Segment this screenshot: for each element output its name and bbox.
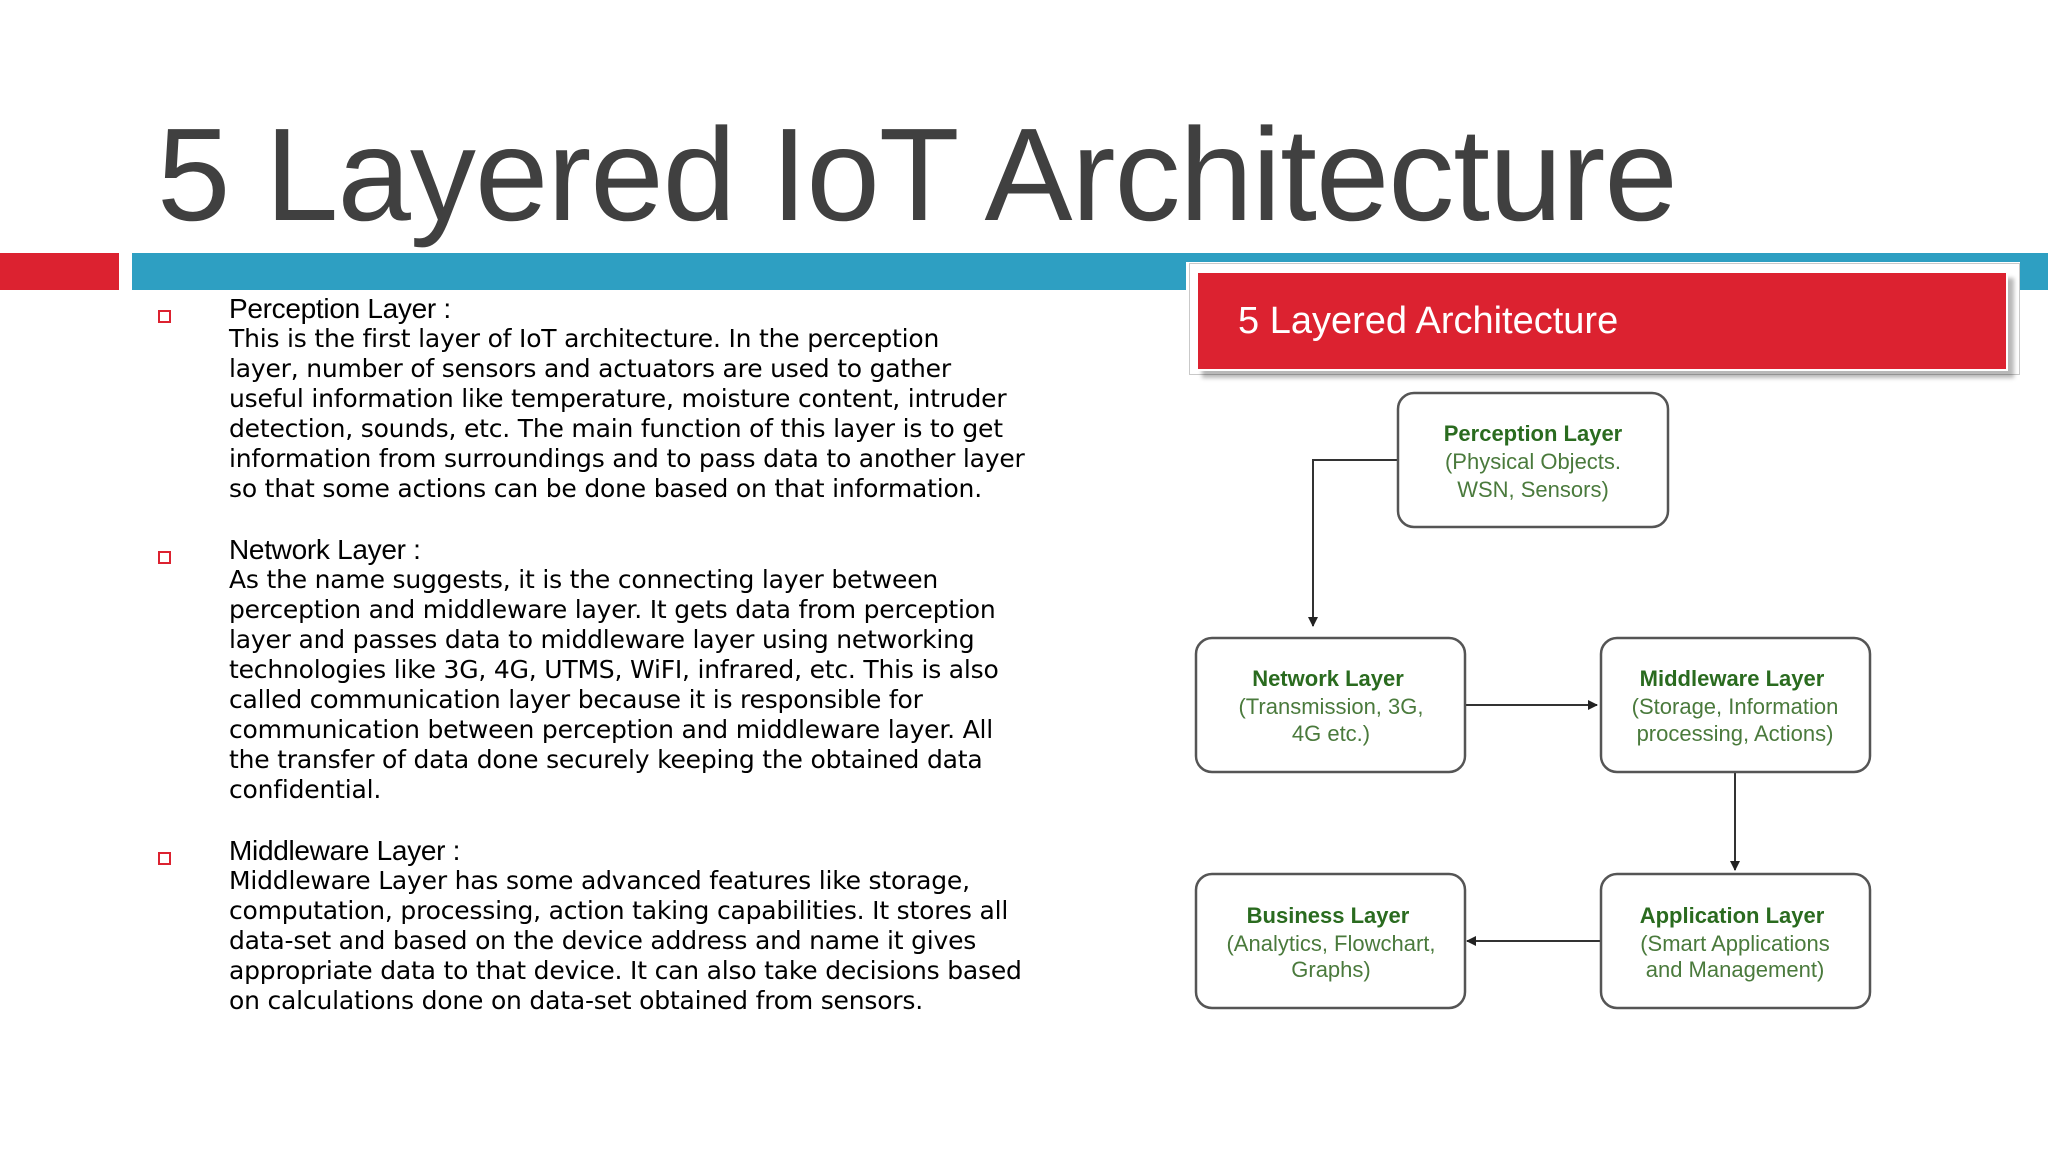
- node-text: 4G etc.): [1291, 721, 1371, 746]
- node-text: Graphs): [1291, 957, 1371, 982]
- node-business-layer: [1196, 874, 1465, 1008]
- bullet-line: detection, sounds, etc. The main function of this layer is to get: [229, 414, 1003, 443]
- bullet-line: the transfer of data done securely keeping the obtained data: [229, 745, 983, 774]
- bullet-line: layer, number of sensors and actuators are used to gather: [229, 354, 951, 383]
- node-application-layer: [1601, 874, 1870, 1008]
- node-middleware-layer: [1601, 638, 1870, 772]
- bullet-line: This is the first layer of IoT architecture. In the perception: [229, 324, 940, 353]
- bullet-heading: Middleware Layer :: [229, 835, 461, 866]
- bullet-line: technologies like 3G, 4G, UTMS, WiFI, infrared, etc. This is also: [229, 655, 999, 684]
- arrow-perception-to-network: [1313, 460, 1398, 626]
- node-title: Perception Layer: [1443, 421, 1623, 446]
- bullet-line: Middleware Layer has some advanced features like storage,: [229, 866, 970, 895]
- node-text: (Physical Objects.: [1444, 449, 1622, 474]
- node-text: (Storage, Information: [1631, 694, 1839, 719]
- bullet-heading: Network Layer :: [229, 534, 421, 565]
- bullet-line: on calculations done on data-set obtained from sensors.: [229, 986, 923, 1015]
- slide-title: 5 Layered IoT Architecture: [157, 101, 1677, 248]
- bullet-line: called communication layer because it is responsible for: [229, 685, 923, 714]
- bullet-line: confidential.: [229, 775, 382, 804]
- diagram-banner-title: 5 Layered Architecture: [1238, 300, 1619, 342]
- node-perception-layer: [1398, 393, 1668, 527]
- node-text: and Management): [1645, 957, 1825, 982]
- node-text: (Transmission, 3G,: [1238, 694, 1424, 719]
- bullet-line: useful information like temperature, moisture content, intruder: [229, 384, 1007, 413]
- bullet-line: As the name suggests, it is the connecting layer between: [229, 565, 939, 594]
- node-text: (Analytics, Flowchart,: [1226, 931, 1436, 956]
- node-title: Network Layer: [1252, 666, 1404, 691]
- node-title: Business Layer: [1246, 903, 1410, 928]
- node-title: Application Layer: [1639, 903, 1825, 928]
- bullet-heading: Perception Layer :: [229, 293, 451, 324]
- node-text: WSN, Sensors): [1457, 477, 1609, 502]
- bullet-line: data-set and based on the device address and name it gives: [229, 926, 977, 955]
- bullet-line: perception and middleware layer. It gets data from perception: [229, 595, 996, 624]
- bullet-line: layer and passes data to middleware layer using networking: [229, 625, 975, 654]
- bullet-line: appropriate data to that device. It can also take decisions based: [229, 956, 1022, 985]
- node-text: processing, Actions): [1636, 721, 1834, 746]
- bullet-line: communication between perception and middleware layer. All: [229, 715, 994, 744]
- node-title: Middleware Layer: [1639, 666, 1825, 691]
- node-text: (Smart Applications: [1640, 931, 1830, 956]
- bullet-line: information from surroundings and to pass data to another layer: [229, 444, 1025, 473]
- bullet-line: so that some actions can be done based on that information.: [229, 474, 982, 503]
- bullet-line: computation, processing, action taking capabilities. It stores all: [229, 896, 1009, 925]
- node-network-layer: [1196, 638, 1465, 772]
